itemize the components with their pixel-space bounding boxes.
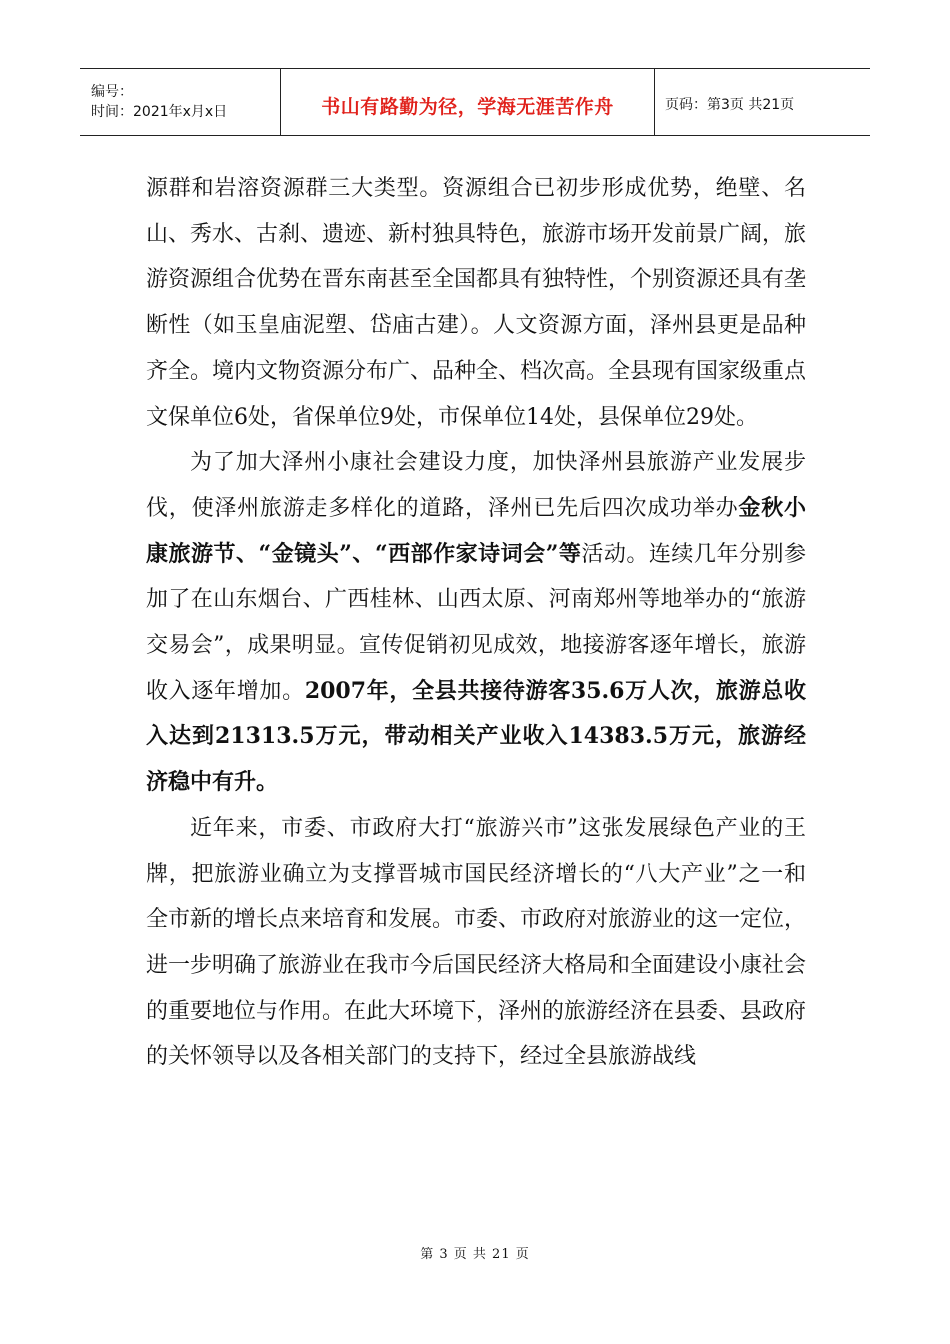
document-body [146,166,806,1080]
bold-statistics-text: 2007年，全县共接待游客35.6万人次，旅游总收入达到21313.5万元，带动相关产业收入14383.5万元，旅游经济稳中有升。 [146,677,806,796]
paragraph-tourism-events [146,440,806,806]
page-footer: 第 3 页 共 21 页 [420,1247,530,1262]
paragraph-resources: 源群和岩溶资源群三大类型。资源组合已初步形成优势，绝壁、名山、秀水、古刹、遗迹、新村独具特色，旅游市场开发前景广阔，旅游资源组合优势在晋东南甚至全国都具有独特性，个别资源还具有垄断性（如玉皇庙泥塑、岱庙古建）。人文资源方面，泽州县更是品种齐全。境内文物资源分布广、品种全、档次高。全县现有国家级重点文保单位6处，省保单位9处，市保单位14处，县保单位29处。 [146,176,807,430]
header-motto: 书山有路勤为径，学海无涯苦作舟 [281,69,655,135]
header-meta [80,69,281,135]
header-page-info: 页码：第3页 共21页 [665,97,795,113]
page-header [80,68,870,136]
paragraph-text: 为了加大泽州小康社会建设力度，加快泽州县旅游产业发展步伐，使泽州旅游走多样化的道路，泽州已先后四次成功举办 [146,450,806,521]
document-time-label: 时间：2021年x月x日 [91,104,228,120]
bold-events-text: 金秋小康旅游节、“金镜头”、“西部作家诗词会”等 [146,494,806,567]
document-number-label: 编号： [91,84,133,100]
paragraph-text: 活动。连续几年分别参加了在山东烟台、广西桂林、山西太原、河南郑州等地举办的“旅游交易会”，成果明显。宣传促销初见成效，地接游客逐年增长，旅游收入逐年增加。 [146,541,806,704]
paragraph-policy: 近年来，市委、市政府大打“旅游兴市”这张发展绿色产业的王牌，把旅游业确立为支撑晋城市国民经济增长的“八大产业”之一和全市新的增长点来培育和发展。市委、市政府对旅游业的这一定位，进一步明确了旅游业在我市今后国民经济大格局和全面建设小康社会的重要地位与作用。在此大环境下，泽州的旅游经济在县委、县政府的关怀领导以及各相关部门的支持下，经过全县旅游战线 [146,815,807,1070]
